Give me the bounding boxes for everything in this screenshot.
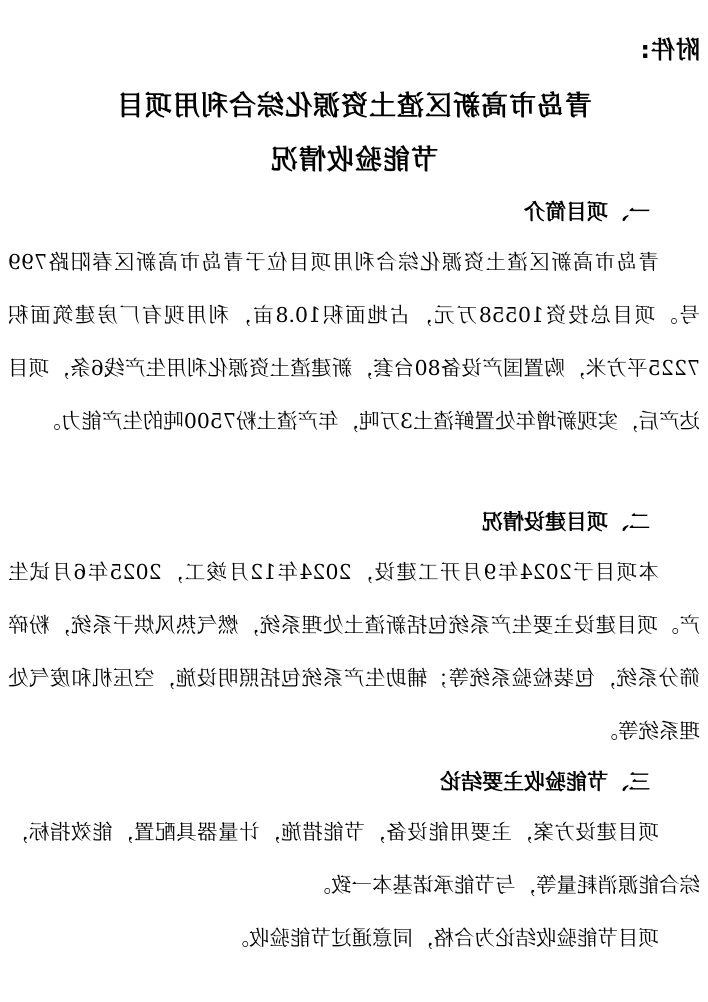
section-paragraph-conclusion: 项目建设方案，主要用能设备，节能措施，计量器具配置，能效指标，综合能源消耗量等，与节能承诺基本一致。 (8, 820, 700, 897)
section-paragraph-intro: 青岛市高新区渣土资源化综合利用项目位于青岛市高新区春阳路799号。项目总投资10558万元，占地面积10.8亩，利用现有厂房建筑面积7225平方米，购置国产设备80台套，新建渣土资源化利用生产线6条，项目达产后，实现新增年处置鲜渣土3万吨，年产渣土粉7500吨的生产能力。 (8, 250, 700, 433)
section-paragraph-conclusion-result: 项目节能验收结论为合格，同意通过节能验收。 (228, 926, 659, 950)
section-heading-construction: 二、项目建设情况 (482, 510, 650, 534)
section-heading-conclusion: 三、节能验收主要结论 (440, 770, 650, 794)
section-paragraph-construction: 本项目于2024年9月开工建设，2024年12月竣工，2025年6月试生产。项目建设主要生产系统包括新渣土处理系统，燃气热风烘干系统，粉碎筛分系统，包装检验系统等；辅助生产系统包括照明设施，空压机和废气处理系统等。 (8, 560, 700, 743)
document-title-line2: 节能验收情况 (270, 145, 438, 176)
document-title-line1: 青岛市高新区渣土资源化综合利用项目 (116, 91, 592, 122)
annex-label: 附件: (639, 36, 700, 64)
section-heading-intro: 一、项目简介 (524, 200, 650, 224)
